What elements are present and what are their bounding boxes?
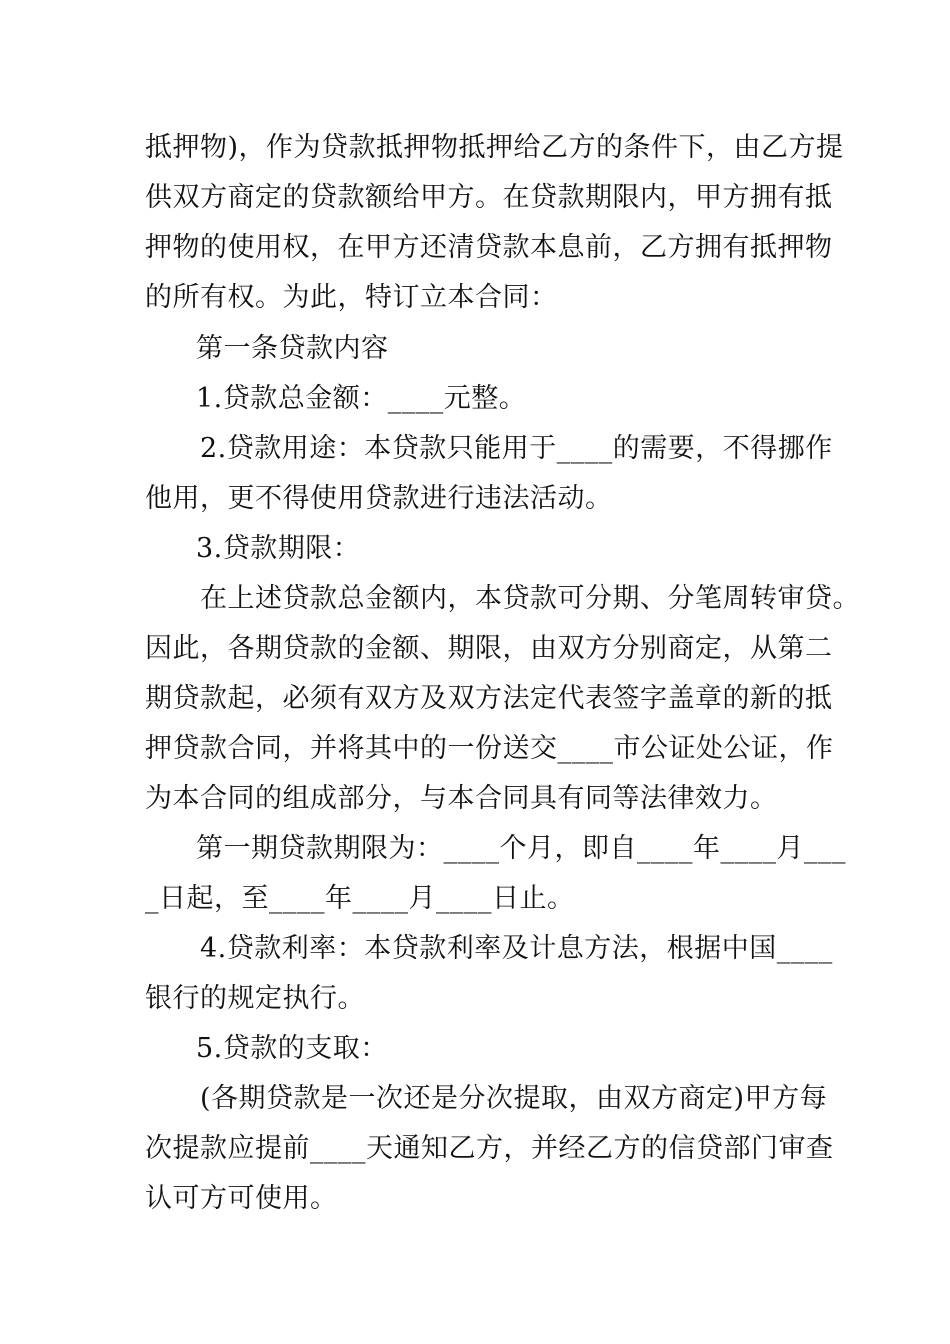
paragraph-line: 他用，更不得使用贷款进行违法活动。: [145, 483, 613, 514]
paragraph-line: 5.贷款的支取：: [196, 1033, 388, 1064]
section-heading: 第一条贷款内容: [196, 333, 389, 364]
paragraph-line: 因此，各期贷款的金额、期限，由双方分别商定，从第二: [145, 633, 833, 664]
paragraph-line: 次提款应提前____天通知乙方，并经乙方的信贷部门审查: [145, 1133, 834, 1164]
paragraph-line: 期贷款起，必须有双方及双方法定代表签字盖章的新的抵: [145, 683, 833, 714]
paragraph-line: 供双方商定的贷款额给甲方。在贷款期限内，甲方拥有抵: [145, 182, 833, 213]
paragraph-line: 抵押物)，作为贷款抵押物抵押给乙方的条件下，由乙方提: [145, 132, 844, 163]
paragraph-line: 1.贷款总金额：____元整。: [196, 383, 527, 414]
paragraph-line: 3.贷款期限：: [196, 533, 361, 564]
paragraph-line: 认可方可使用。: [145, 1183, 338, 1214]
paragraph-line: 4.贷款利率：本贷款利率及计息方法，根据中国____: [200, 933, 833, 964]
paragraph-line: (各期贷款是一次还是分次提取，由双方商定)甲方每: [200, 1083, 828, 1114]
paragraph-line: 为本合同的组成部分，与本合同具有同等法律效力。: [145, 783, 778, 814]
paragraph-line: 第一期贷款期限为：____个月，即自____年____月___: [196, 833, 846, 864]
paragraph-line: _日起，至____年____月____日止。: [145, 883, 575, 914]
paragraph-line: 银行的规定执行。: [145, 983, 365, 1014]
paragraph-line: 的所有权。为此，特订立本合同：: [145, 282, 558, 313]
paragraph-line: 押物的使用权，在甲方还清贷款本息前，乙方拥有抵押物: [145, 232, 833, 263]
paragraph-line: 2.贷款用途：本贷款只能用于____的需要，不得挪作: [200, 433, 833, 464]
paragraph-line: 押贷款合同，并将其中的一份送交____市公证处公证，作: [145, 733, 834, 764]
paragraph-line: 在上述贷款总金额内，本贷款可分期、分笔周转审贷。: [200, 583, 860, 614]
